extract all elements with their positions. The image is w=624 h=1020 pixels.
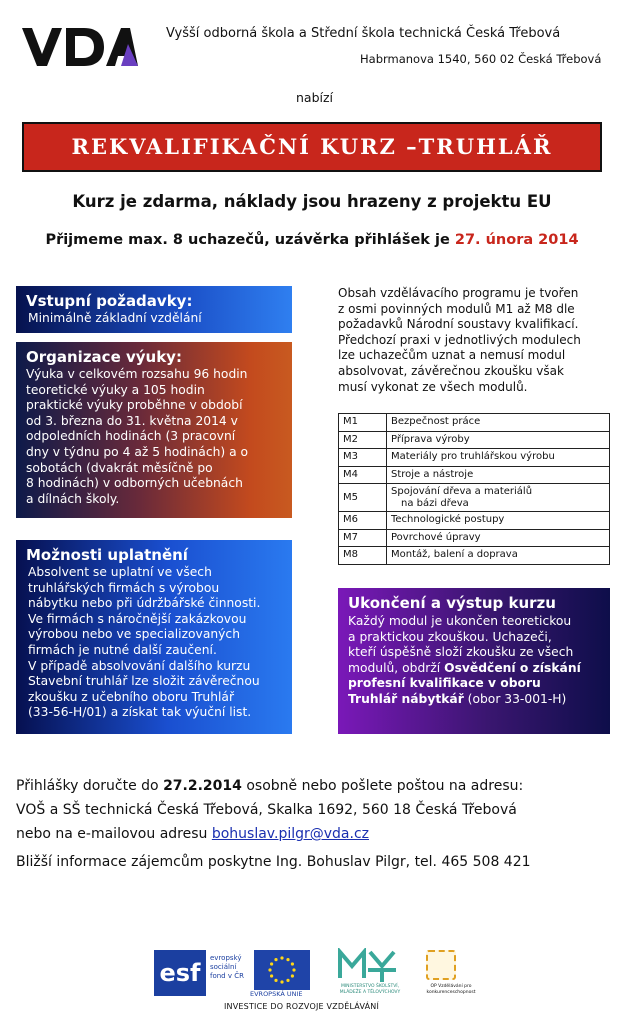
certificate-field: Truhlář nábytkář — [348, 691, 464, 706]
investment-slogan: INVESTICE DO ROZVOJE VZDĚLÁVÁNÍ — [224, 1002, 380, 1011]
organization-line: dny v týdnu po 4 až 5 hodinách) a o — [26, 444, 249, 459]
module-name: Technologické postupy — [387, 512, 610, 530]
completion-line — [348, 692, 600, 708]
options-line: Stavební truhlář lze složit závěrečnou — [28, 674, 260, 689]
application-text: Přihlášky doručte do — [16, 778, 164, 794]
entry-text: Minimálně základní vzdělání — [28, 311, 202, 325]
options-line: firmách je nutné další zaučení. — [28, 642, 217, 657]
table-row — [339, 466, 610, 484]
options-line: (33-56-H/01) a získat tak výuční list. — [28, 705, 252, 720]
organization-line: odpoledních hodinách (3 pracovní — [26, 429, 236, 444]
school-name: Vyšší odborná škola a Střední škola technická Česká Třebová — [166, 26, 561, 41]
certificate-code: (obor 33-001-H) — [463, 691, 567, 706]
completion-line: a praktickou zkouškou. Uchazeči, — [348, 629, 552, 644]
partner-logos — [154, 948, 484, 1000]
certificate-text: profesní kvalifikace v oboru — [348, 676, 541, 691]
contents-line: absolvovat, závěrečnou zkoušku však — [338, 363, 564, 378]
certificate-text: Osvědčení o získání — [444, 660, 581, 675]
completion-line — [348, 661, 600, 677]
options-line: zkoušku z učebního oboru Truhlář — [28, 689, 234, 704]
application-line — [16, 774, 616, 798]
completion-line: Každý modul je ukončen teoretickou — [348, 614, 572, 628]
table-row — [339, 512, 610, 530]
completion-line — [348, 676, 600, 692]
application-info — [16, 774, 616, 874]
module-name-line: na bázi dřeva — [401, 497, 469, 509]
contact-info: Bližší informace zájemcům poskytne Ing. Bohuslav Pilgr, tel. 465 508 421 — [16, 854, 531, 870]
application-deadline: 27.2.2014 — [163, 778, 242, 794]
module-code: M6 — [339, 512, 387, 530]
msmt-label: MINISTERSTVO ŠKOLSTVÍ, MLÁDEŽE A TĚLOVÝCHOVY — [339, 984, 401, 995]
course-title-banner: REKVALIFIKAČNÍ KURZ –TRUHLÁŘ — [22, 122, 602, 172]
options-line: výrobou nebo ve specializovaných — [28, 627, 240, 642]
entry-heading: Vstupní požadavky: — [26, 292, 193, 310]
organization-line: Výuka v celkovém rozsahu 96 hodin — [26, 367, 248, 381]
table-row — [339, 529, 610, 547]
completion-box — [338, 588, 610, 734]
completion-heading: Ukončení a výstup kurzu — [348, 594, 556, 612]
organization-box — [16, 342, 292, 518]
eu-flag-icon — [254, 950, 310, 990]
program-contents — [338, 286, 610, 395]
table-row — [339, 484, 610, 512]
options-box — [16, 540, 292, 734]
free-course-line: Kurz je zdarma, náklady jsou hrazeny z projektu EU — [72, 192, 552, 211]
table-row — [339, 449, 610, 467]
module-code: M1 — [339, 414, 387, 432]
modules-table — [338, 413, 610, 565]
admission-line — [0, 232, 624, 248]
options-line: truhlářských firmách s výrobou — [28, 580, 220, 595]
module-name: Stroje a nástroje — [387, 466, 610, 484]
contents-line: lze uchazečům uznat a nemusí modul — [338, 348, 566, 363]
options-line: Absolvent se uplatní ve všech — [28, 565, 212, 579]
completion-line: kteří úspěšně složí zkoušku ze všech — [348, 645, 574, 660]
esf-text-line: fond v ČR — [210, 972, 244, 980]
postal-address: VOŠ a SŠ technická Česká Třebová, Skalka 1692, 560 18 Česká Třebová — [16, 802, 517, 818]
email-line — [16, 822, 616, 846]
school-address: Habrmanova 1540, 560 02 Česká Třebová — [360, 52, 602, 66]
organization-line: a dílnách školy. — [26, 491, 120, 506]
options-line: nábytku nebo při údržbářské činnosti. — [28, 596, 261, 611]
options-line: Ve firmách s náročnější zakázkovou — [28, 611, 247, 626]
email-text: nebo na e-mailovou adresu — [16, 826, 212, 842]
organization-line: sobotách (dvakrát měsíčně po — [26, 460, 213, 475]
module-code: M4 — [339, 466, 387, 484]
entry-requirements-box — [16, 286, 292, 333]
module-name: Materiály pro truhlářskou výrobu — [387, 449, 610, 467]
esf-text-line: sociální — [210, 963, 237, 971]
module-code: M8 — [339, 547, 387, 565]
table-row — [339, 431, 610, 449]
organization-line: od 3. března do 31. května 2014 v — [26, 413, 238, 428]
offers-text: nabízí — [296, 90, 334, 105]
module-code: M5 — [339, 484, 387, 512]
module-code: M3 — [339, 449, 387, 467]
options-heading: Možnosti uplatnění — [26, 546, 188, 564]
module-code: M7 — [339, 529, 387, 547]
contents-line: Předchozí praxi v jednotlivých modulech — [338, 332, 581, 347]
options-line: V případě absolvování dalšího kurzu — [28, 658, 251, 673]
organization-line: praktické výuky proběhne v období — [26, 398, 243, 413]
op-logo — [426, 950, 456, 980]
eu-label: EVROPSKÁ UNIE — [250, 990, 303, 998]
esf-mark: esf — [154, 950, 206, 996]
esf-text — [210, 954, 244, 981]
contents-line: požadavků Národní soustavy kvalifikací. — [338, 317, 579, 332]
application-text: osobně nebo pošlete poštou na adresu: — [241, 778, 524, 794]
admission-deadline: 27. února 2014 — [454, 232, 579, 248]
op-label: OP Vzdělávání pro konkurenceschopnost — [426, 984, 476, 995]
contents-line: Obsah vzdělávacího programu je tvořen — [338, 286, 579, 300]
module-code: M2 — [339, 431, 387, 449]
completion-text: modulů, obdrží — [348, 660, 445, 675]
module-name: Bezpečnost práce — [387, 414, 610, 432]
vda-logo — [22, 26, 138, 68]
module-name — [387, 484, 610, 512]
module-name-line: Spojování dřeva a materiálů — [391, 485, 533, 497]
organization-line: teoretické výuky a 105 hodin — [26, 382, 205, 397]
module-name: Montáž, balení a doprava — [387, 547, 610, 565]
organization-heading: Organizace výuky: — [26, 348, 182, 366]
organization-line: 8 hodinách) v odborných učebnách — [26, 476, 243, 491]
email-link[interactable]: bohuslav.pilgr@vda.cz — [211, 826, 370, 842]
contents-line: musí vykonat ze všech modulů. — [338, 379, 528, 394]
table-row — [339, 547, 610, 565]
esf-logo — [154, 948, 248, 998]
contents-line: z osmi povinných modulů M1 až M8 dle — [338, 301, 575, 316]
module-name: Povrchové úpravy — [387, 529, 610, 547]
table-row — [339, 414, 610, 432]
admission-text: Přijmeme max. 8 uchazečů, uzávěrka přihlášek je — [45, 232, 455, 248]
esf-text-line: evropský — [210, 954, 242, 962]
module-name: Příprava výroby — [387, 431, 610, 449]
